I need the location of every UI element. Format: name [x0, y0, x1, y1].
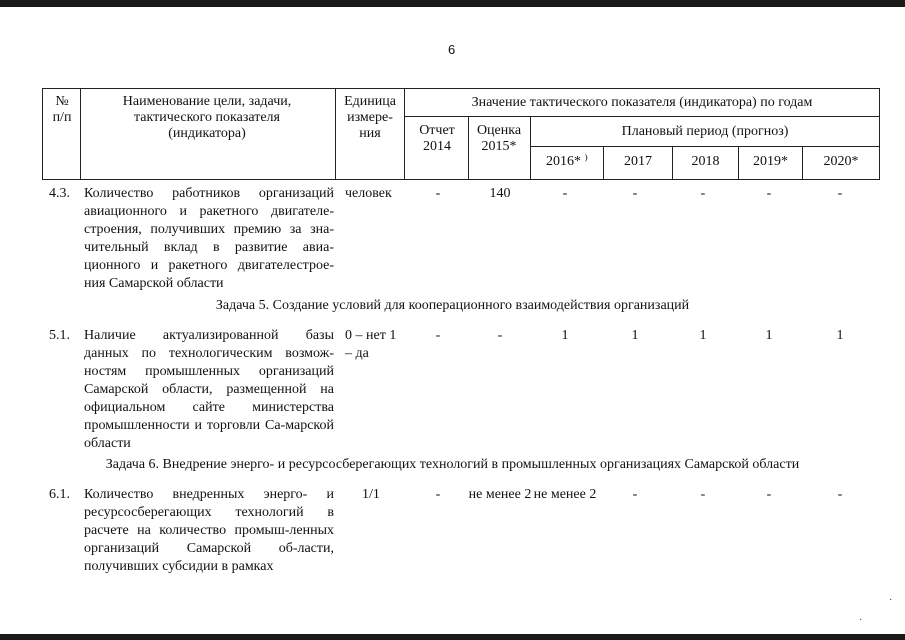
row-value-2019: - — [766, 186, 772, 201]
row-value-2014: - — [435, 328, 441, 343]
task-5-heading: Задача 5. Создание условий для кооперационного взаимодействия организаций — [215, 298, 690, 313]
row-value-2019: - — [766, 487, 772, 502]
row-value-2016: не менее 2 — [533, 487, 597, 502]
row-value-2015: 140 — [489, 186, 511, 201]
header-year-2016: 2016* ⁾ — [546, 154, 588, 169]
header-plan: Плановый период (прогноз) — [621, 124, 789, 139]
row-value-2020: - — [837, 487, 843, 502]
scan-speck: · — [889, 595, 893, 606]
row-name: Наличие актуализированной базы данных по технологическим возмож-ностям промышленных организаций Самарской области, размещенной на официальном сайте министерства промышленности и торговли Са-марской области — [84, 328, 334, 451]
page-number: 6 — [448, 42, 456, 57]
top-border — [0, 0, 905, 7]
row-name: Количество работников организаций авиационного и ракетного двигателе-строения, получивших премию за зна-чительный вклад в развитие авиа-ционного и ракетного двигателестрое-ния Самарской области — [84, 186, 334, 291]
row-unit: 1/1 — [362, 487, 380, 502]
row-value-2020: 1 — [836, 328, 844, 343]
header-report: Отчет 2014 — [419, 123, 455, 154]
row-value-2014: - — [435, 487, 441, 502]
header-year-2019: 2019* — [753, 154, 788, 169]
header-values: Значение тактического показателя (индикатора) по годам — [471, 95, 813, 110]
row-value-2015: - — [497, 328, 503, 343]
row-value-2017: - — [632, 186, 638, 201]
row-unit: человек — [345, 186, 392, 201]
header-year-2018: 2018 — [691, 154, 720, 169]
table-row — [0, 486, 905, 576]
header-year-2020: 2020* — [823, 154, 859, 169]
row-value-2014: - — [435, 186, 441, 201]
row-value-2016: - — [562, 186, 568, 201]
row-value-2017: - — [632, 487, 638, 502]
table-row — [0, 185, 905, 295]
table-row — [0, 327, 905, 452]
row-value-2015: не менее 2 — [468, 487, 532, 502]
row-value-2018: - — [700, 487, 706, 502]
row-number: 5.1. — [49, 328, 70, 343]
header-estimate: Оценка 2015* — [476, 123, 522, 154]
row-name: Количество внедренных энерго- и ресурсосберегающих технологий в расчете на количество промыш-ленных организаций Самарской об-ласти, получивших субсидии в рамках — [84, 487, 334, 574]
header-num: № п/п — [52, 94, 72, 125]
row-number: 6.1. — [49, 487, 70, 502]
table-header — [42, 88, 880, 180]
row-value-2017: 1 — [631, 328, 639, 343]
scan-speck: · — [859, 615, 863, 626]
row-value-2020: - — [837, 186, 843, 201]
bottom-border — [0, 634, 905, 640]
header-year-2017: 2017 — [624, 154, 652, 169]
row-number: 4.3. — [49, 186, 70, 201]
row-value-2019: 1 — [765, 328, 773, 343]
row-value-2016: 1 — [561, 328, 569, 343]
row-value-2018: - — [700, 186, 706, 201]
header-unit: Единица измере-ния — [344, 94, 396, 141]
row-value-2018: 1 — [699, 328, 707, 343]
task-6-heading: Задача 6. Внедрение энерго- и ресурсосберегающих технологий в промышленных организациях Самарской области — [105, 457, 800, 472]
header-name: Наименование цели, задачи, тактического показателя (индикатора) — [122, 94, 292, 141]
row-unit: 0 – нет 1 – да — [345, 328, 397, 361]
